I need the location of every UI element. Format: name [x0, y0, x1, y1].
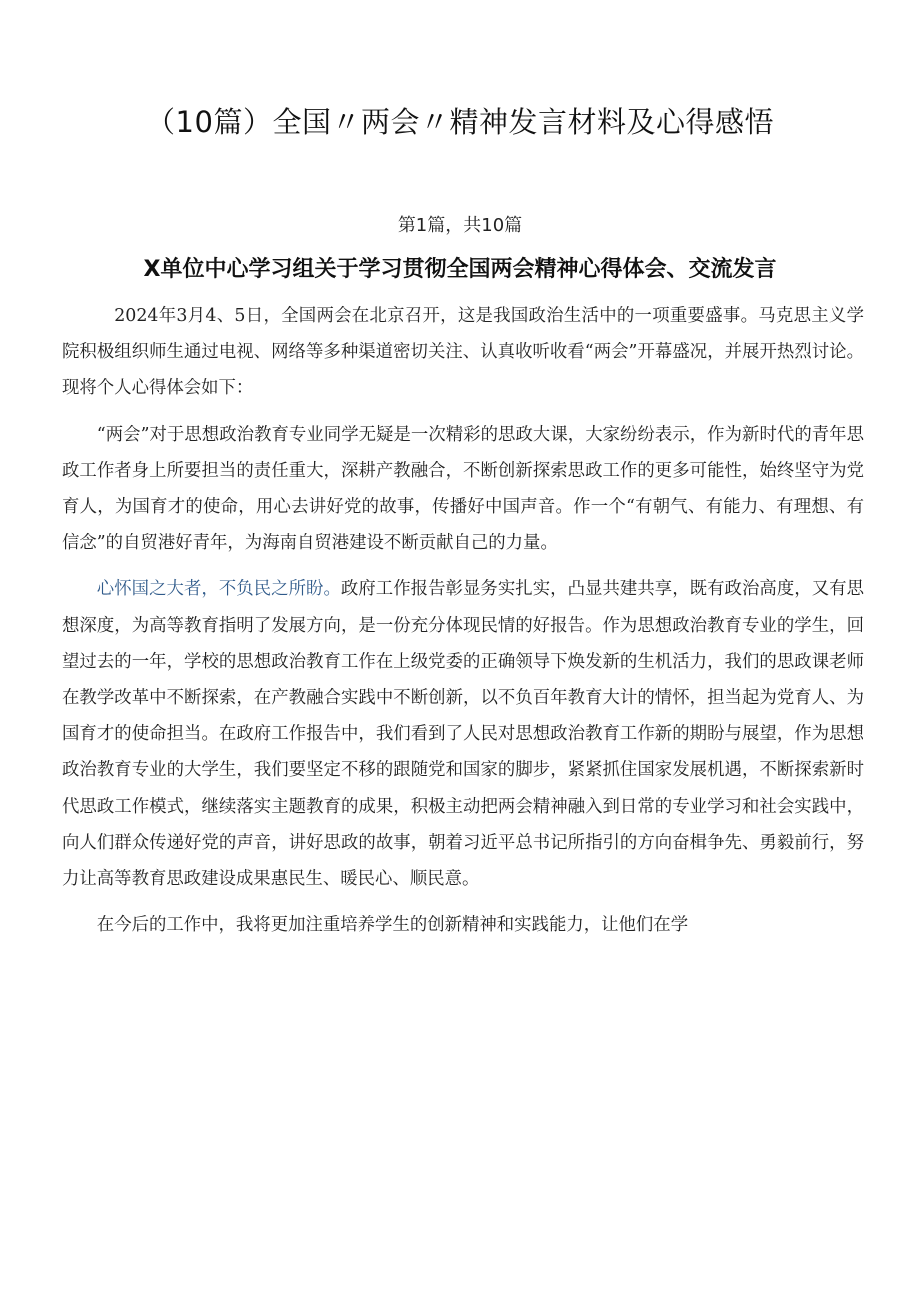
section-title: X单位中心学习组关于学习贯彻全国两会精神心得体会、交流发言	[143, 257, 777, 282]
paragraph-4: 在今后的工作中，我将更加注重培养学生的创新精神和实践能力，让他们在学	[96, 915, 689, 936]
paragraph-gap	[62, 561, 864, 571]
paragraph-gap	[62, 407, 864, 417]
document-body	[62, 298, 864, 943]
paragraph-1: 2024年3月4、5日，全国两会在北京召开，这是我国政治生活中的一项重要盛事。马克思主义学院积极组织师生通过电视、网络等多种渠道密切关注、认真收听收看“两会”开幕盛况，并展开热烈讨论。现将个人心得体会如下：	[62, 306, 864, 399]
paragraph-gap	[62, 897, 864, 907]
paragraph-3	[62, 571, 864, 897]
part-label: 第1篇，共10篇	[397, 215, 523, 236]
document-title: （10篇）全国〃两会〃精神发言材料及心得感悟	[146, 105, 774, 139]
paragraph-2: “两会”对于思想政治教育专业同学无疑是一次精彩的思政大课，大家纷纷表示，作为新时代的青年思政工作者身上所要担当的责任重大，深耕产教融合，不断创新探索思政工作的更多可能性，始终坚守为党育人，为国育才的使命，用心去讲好党的故事，传播好中国声音。作一个“有朝气、有能力、有理想、有信念”的自贸港好青年，为海南自贸港建设不断贡献自己的力量。	[62, 424, 864, 554]
paragraph-3-lead: 心怀国之大者，不负民之所盼。	[96, 579, 341, 600]
paragraph-3-text: 政府工作报告彰显务实扎实，凸显共建共享，既有政治高度，又有思想深度，为高等教育指明了发展方向，是一份充分体现民情的好报告。作为思想政治教育专业的学生，回望过去的一年，学校的思想政治教育工作在上级党委的正确领导下焕发新的生机活力，我们的思政课老师在教学改革中不断探索，在产教融合实践中不断创新，以不负百年教育大计的情怀，担当起为党育人、为国育才的使命担当。在政府工作报告中，我们看到了人民对思想政治教育工作新的期盼与展望，作为思想政治教育专业的大学生，我们要坚定不移的跟随党和国家的脚步，紧紧抓住国家发展机遇，不断探索新时代思政工作模式，继续落实主题教育的成果，积极主动把两会精神融入到日常的专业学习和社会实践中，向人们群众传递好党的声音，讲好思政的故事，朝着习近平总书记所指引的方向奋楫争先、勇毅前行，努力让高等教育思政建设成果惠民生、暖民心、顺民意。	[62, 579, 864, 890]
